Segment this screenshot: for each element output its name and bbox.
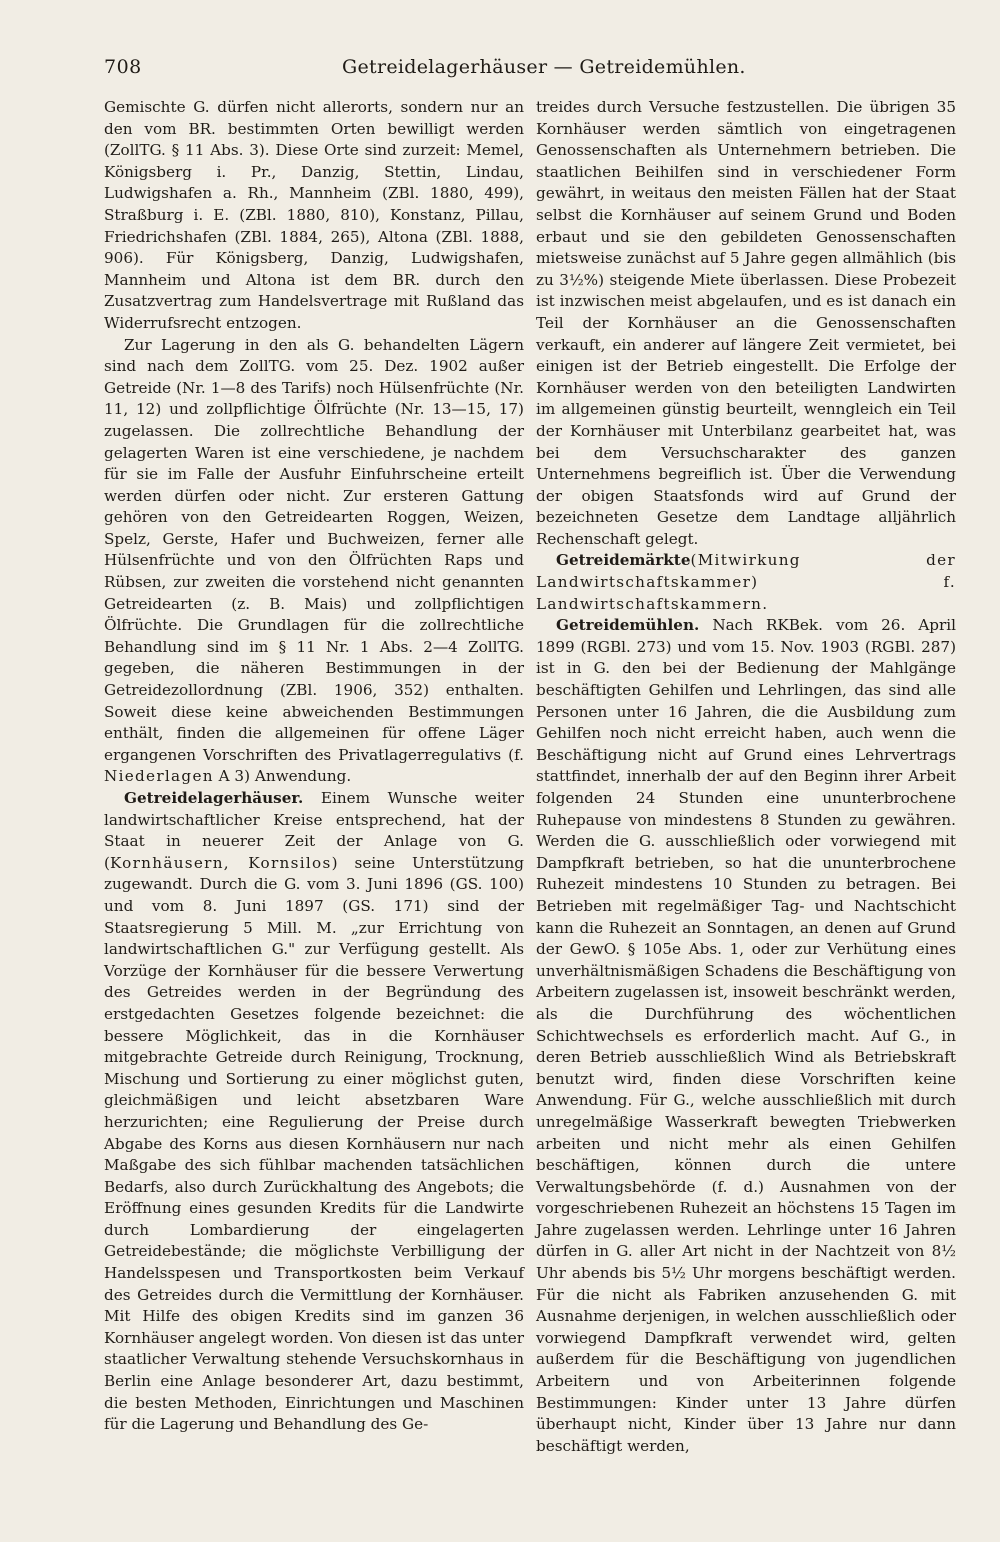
entry-text: Nach RKBek. vom 26. April 1899 (RGBl. 273) und vom 15. Nov. 1903 (RGBl. 287) ist in G. den bei der Bedienung der Mahlgänge beschäftigten Gehilfen und Lehrlingen, das sind alle Personen unter 16 Jahren, die die Ausbildung zum Gehilfen noch nicht erreicht haben, auch wenn die Beschäftigung nicht auf Grund eines Lehrvertrags stattfindet, innerhalb der auf den Beginn ihrer Arbeit folgenden 24 Stunden eine ununterbrochene Ruhepause von mindestens 8 Stunden zu gewähren. Werden die G. ausschließlich oder vorwiegend mit Dampfkraft betrieben, so hat die ununterbrochene Ruhezeit mindestens 10 Stunden zu betragen. Bei Betrieben mit regelmäßiger Tag- und Nachtschicht kann die Ruhezeit an Sonntagen, an denen auf Grund der GewO. § 105e Abs. 1, oder zur Verhütung eines unverhältnismäßigen Schadens die Beschäftigung von Arbeitern zugelassen ist, insoweit beschränkt werden, als die Durchführung des wöchentlichen Schichtwechsels es erforderlich macht. Auf G., in deren Betrieb ausschließlich Wind als Betriebskraft benutzt wird, finden diese Vorschriften keine Anwendung. Für G., welche ausschließlich mit durch unregelmäßige Wasserkraft bewegten Triebwerken arbeiten und nicht mehr als einen Gehilfen beschäftigen, können durch die untere Verwaltungsbehörde (f. d.) Ausnahmen von der vorgeschriebenen Ruhezeit an höchstens 15 Tagen im Jahre zugelassen werden. Lehrlinge unter 16 Jahren dürfen in G. aller Art nicht in der Nachtzeit von 8½ Uhr abends bis 5½ Uhr morgens beschäftigt werden. Für die nicht als Fabriken anzusehenden G. mit Ausnahme derjenigen, in welchen ausschließlich oder vorwiegend Dampfkraft verwendet wird, gelten außerdem für die Beschäftigung von jugendlichen Arbeitern und von Arbeiterinnen folgende Bestimmungen: Kinder unter 13 Jahre dürfen überhaupt nicht, Kinder über 13 Jahre nur dann beschäftigt werden,	[536, 616, 956, 1455]
paragraph-text: Zur Lagerung in den als G. behandelten Lägern sind nach dem ZollTG. vom 25. Dez. 1902 außer Getreide (Nr. 1—8 des Tarifs) noch Hülsenfrüchte (Nr. 11, 12) und zollpflichtige Ölfrüchte (Nr. 13—15, 17) zugelassen. Die zollrechtliche Behandlung der gelagerten Waren ist eine verschiedene, je nachdem für sie im Falle der Ausfuhr Einfuhrscheine erteilt werden dürfen oder nicht. Zur ersteren Gattung gehören von den Getreidearten Roggen, Weizen, Spelz, Gerste, Hafer und Buchweizen, ferner alle Hülsenfrüchte und von den Ölfrüchten Raps und Rübsen, zur zweiten die vorstehend nicht genannten Getreidearten (z. B. Mais) und zollpflichtigen Ölfrüchte. Die Grundlagen für die zollrechtliche Behandlung sind im § 11 Nr. 1 Abs. 2—4 ZollTG. gegeben, die näheren Bestimmungen in der Getreidezollordnung (ZBl. 1906, 352) enthalten. Soweit diese keine abweichenden Bestimmungen enthält, finden die allgemeinen für offene Läger ergangenen Vorschriften des Privatlagerregulativs (f.	[104, 335, 524, 764]
page-header	[104, 56, 956, 90]
entry-text: Einem Wunsche weiter landwirtschaftlicher Kreise entsprechend, hat der Staat in neuerer Zeit der Anlage von G. (	[104, 789, 525, 872]
entry-getreidelagerhaeuser	[104, 788, 524, 1436]
entry-getreidemaerkte	[536, 550, 956, 615]
entry-heading: Getreidemärkte	[556, 551, 691, 570]
entry-heading: Getreidemühlen.	[556, 616, 700, 635]
paragraph-continuation: treides durch Versuche festzustellen. Die übrigen 35 Kornhäuser werden sämtlich von eingetragenen Genossenschaften als Unternehmern betrieben. Die staatlichen Beihilfen sind in verschiedener Form gewährt, in weitaus den meisten Fällen hat der Staat selbst die Kornhäuser auf seinem Grund und Boden erbaut und sie den gebildeten Genossenschaften mietsweise zunächst auf 5 Jahre gegen allmählich (bis zu 3½%) steigende Miete überlassen. Diese Probezeit ist inzwischen meist abgelaufen, und es ist danach ein Teil der Kornhäuser an die Genossenschaften verkauft, ein anderer auf längere Zeit vermietet, bei einigen ist der Betrieb eingestellt. Die Erfolge der Kornhäuser werden von den beteiligten Landwirten im allgemeinen günstig beurteilt, wenngleich ein Teil der Kornhäuser mit Unterbilanz gearbeitet hat, was bei dem Versuchscharakter des ganzen Unternehmens begreiflich ist. Über die Verwendung der obigen Staatsfonds wird auf Grund der bezeichneten Gesetze dem Landtage alljährlich Rechenschaft gelegt.	[536, 98, 956, 548]
entry-getreidemuehlen	[536, 615, 956, 1457]
cross-reference: (Mitwirkung der Landwirtschaftskammer) f. Landwirtschaftskammern.	[536, 551, 956, 613]
entry-text: ) seine Unterstützung zugewandt. Durch die G. vom 3. Juni 1896 (GS. 100) und vom 8. Juni 1897 (GS. 171) sind der Staatsregierung 5 Mill. M. „zur Errichtung von landwirtschaftlichen G." zur Verfügung gestellt. Als Vorzüge der Kornhäuser für die bessere Verwertung des Getreides werden in der Begründung des erstgedachten Gesetzes folgende bezeichnet: die bessere Möglichkeit, das in die Kornhäuser mitgebrachte Getreide durch Reinigung, Trocknung, Mischung und Sortierung zu einer möglichst guten, gleichmäßigen und leicht absetzbaren Ware herzurichten; eine Regulierung der Preise durch Abgabe des Korns aus diesen Kornhäusern nur nach Maßgabe des sich fühlbar machenden tatsächlichen Bedarfs, also durch Zurückhaltung des Angebots; die Eröffnung eines gesunden Kredits für die Landwirte durch Lombardierung der eingelagerten Getreidebestände; die möglichste Verbilligung der Handelsspesen und Transportkosten beim Verkauf des Getreides durch die Vermittlung der Kornhäuser. Mit Hilfe des obigen Kredits sind im ganzen 36 Kornhäuser angelegt worden. Von diesen ist das unter staatlicher Verwaltung stehende Versuchskornhaus in Berlin eine Anlage besonderer Art, dazu bestimmt, die besten Methoden, Einrichtungen und Maschinen für die Lagerung und Behandlung des Ge-	[104, 853, 524, 1434]
spaced-term: Kornhäusern, Kornsilos	[109, 853, 332, 872]
right-column	[536, 97, 956, 1457]
cross-reference: Niederlagen	[104, 767, 214, 786]
running-head: Getreidelagerhäuser — Getreidemühlen.	[342, 56, 746, 78]
paragraph-text: A 3) Anwendung.	[218, 767, 352, 786]
entry-heading: Getreidelagerhäuser.	[124, 789, 304, 807]
paragraph-lagerung	[104, 335, 524, 788]
paragraph-gemischte: Gemischte G. dürfen nicht allerorts, sondern nur an den vom BR. bestimmten Orten bewilligt werden (ZollTG. § 11 Abs. 3). Diese Orte sind zurzeit: Memel, Königsberg i. Pr., Danzig, Stettin, Lindau, Ludwigshafen a. Rh., Mannheim (ZBl. 1880, 499), Straßburg i. E. (ZBl. 1880, 810), Konstanz, Pillau, Friedrichshafen (ZBl. 1884, 265), Altona (ZBl. 1888, 906). Für Königsberg, Danzig, Ludwigshafen, Mannheim und Altona ist dem BR. durch den Zusatzvertrag zum Handelsvertrage mit Rußland das Widerrufsrecht entzogen.	[104, 98, 524, 332]
left-column	[104, 97, 524, 1436]
page-number: 708	[104, 56, 142, 78]
